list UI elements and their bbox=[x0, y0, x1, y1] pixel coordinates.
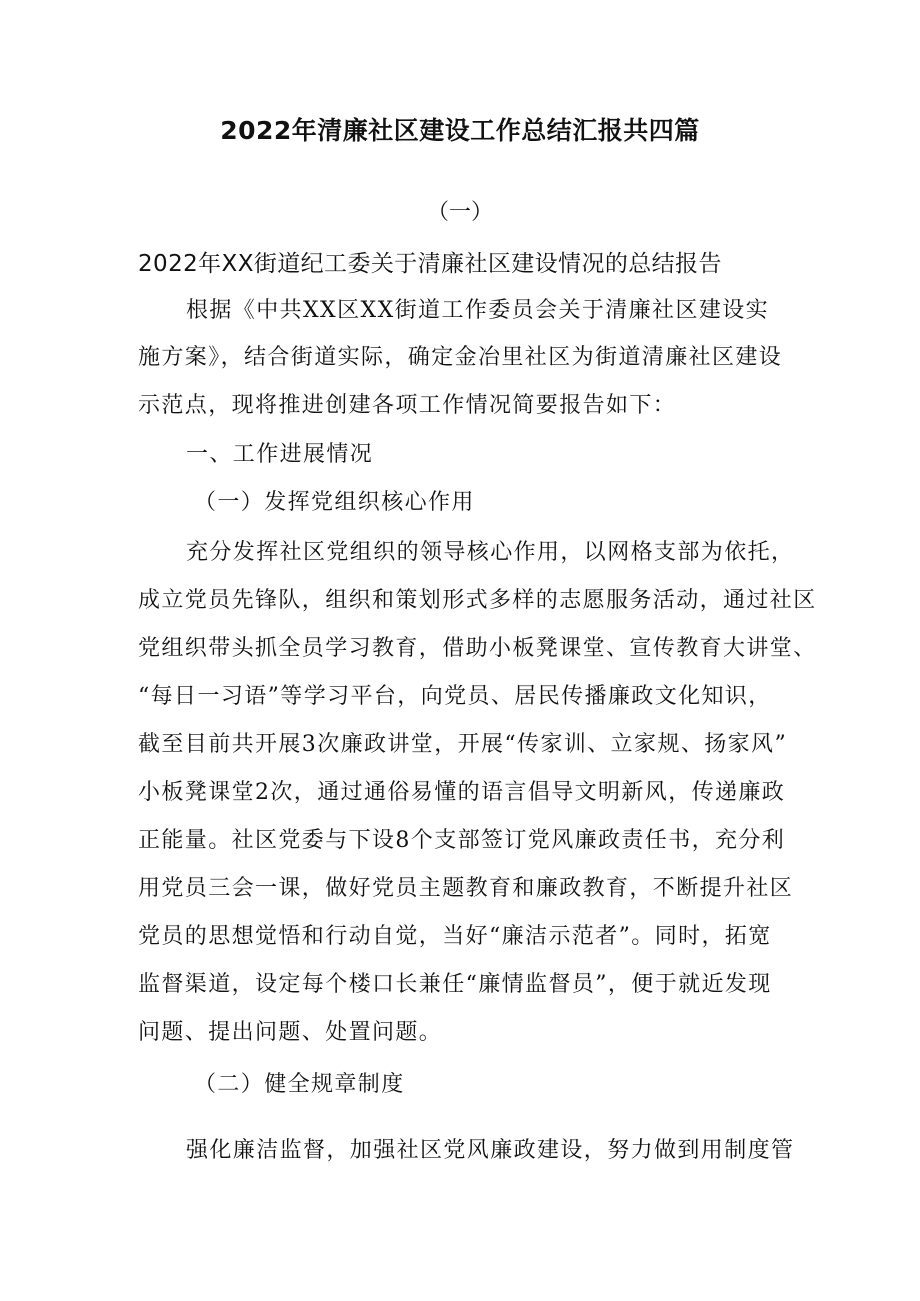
paragraph-line: 强化廉洁监督，加强社区党风廉政建设，努力做到用制度管 bbox=[186, 1138, 795, 1163]
paragraph-line: 示范点，现将推进创建各项工作情况简要报告如下： bbox=[138, 393, 677, 418]
paragraph-line: 根据《中共XX区XX街道工作委员会关于清廉社区建设实 bbox=[186, 298, 770, 323]
subsection-heading: （二）健全规章制度 bbox=[194, 1072, 405, 1097]
report-subtitle: 2022年XX街道纪工委关于清廉社区建设情况的总结报告 bbox=[138, 251, 722, 277]
paragraph-line: 小板凳课堂2次，通过通俗易懂的语言倡导文明新风，传递廉政 bbox=[138, 780, 786, 805]
part-label: （一） bbox=[426, 200, 493, 225]
paragraph-line: 截至目前共开展3次廉政讲堂，开展“传家训、立家规、扬家风” bbox=[138, 732, 788, 757]
section-heading: 一、工作进展情况 bbox=[186, 442, 374, 467]
paragraph-line: 党员的思想觉悟和行动自觉，当好“廉洁示范者”。同时，拓宽 bbox=[138, 924, 772, 949]
paragraph-line: 党组织带头抓全员学习教育，借助小板凳课堂、宣传教育大讲堂、 bbox=[138, 636, 817, 661]
paragraph-line: 正能量。社区党委与下设8个支部签订党风廉政责任书，充分利 bbox=[138, 828, 786, 853]
paragraph-line: 充分发挥社区党组织的领导核心作用，以网格支部为依托， bbox=[186, 540, 795, 565]
paragraph-line: 监督渠道，设定每个楼口长兼任“廉情监督员”，便于就近发现 bbox=[138, 972, 772, 997]
paragraph-line: 成立党员先锋队，组织和策划形式多样的志愿服务活动，通过社区 bbox=[138, 588, 817, 613]
subsection-heading: （一）发挥党组织核心作用 bbox=[194, 490, 475, 515]
document-title: 2022年清廉社区建设工作总结汇报共四篇 bbox=[220, 116, 700, 145]
paragraph-line: 问题、提出问题、处置问题。 bbox=[138, 1020, 443, 1045]
paragraph-line: “每日一习语”等学习平台，向党员、居民传播廉政文化知识， bbox=[138, 684, 772, 709]
paragraph-line: 施方案》，结合街道实际，确定金冶里社区为街道清廉社区建设 bbox=[138, 345, 783, 370]
paragraph-line: 用党员三会一课，做好党员主题教育和廉政教育，不断提升社区 bbox=[138, 876, 794, 901]
